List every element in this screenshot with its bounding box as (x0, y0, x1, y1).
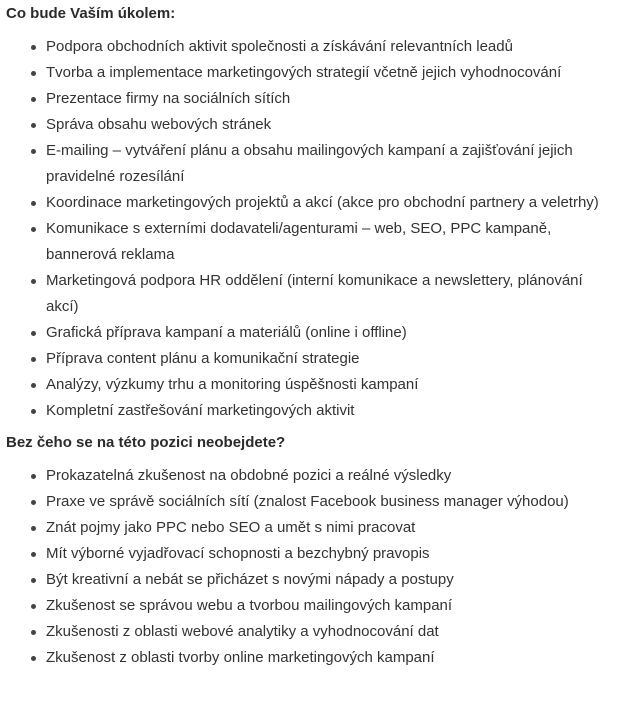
list-item-text: Praxe ve správě sociálních sítí (znalost Facebook business manager výhodou) (46, 493, 569, 510)
list-item-text: Kompletní zastřešování marketingových aktivit (46, 402, 355, 419)
list-item-text: Příprava content plánu a komunikační strategie (46, 350, 360, 367)
list-item-text: Prezentace firmy na sociálních sítích (46, 90, 291, 107)
list-item (46, 60, 615, 86)
tasks-list (6, 34, 615, 424)
list-item (46, 541, 615, 567)
list-item (46, 320, 615, 346)
bullet-icon (31, 97, 36, 102)
bullet-icon (31, 526, 36, 531)
list-item (46, 398, 615, 424)
bullet-icon (31, 357, 36, 362)
list-item (46, 567, 615, 593)
bullet-icon (31, 227, 36, 232)
list-item-text: Marketingová podpora HR oddělení (interní komunikace a newslettery, plánování akcí) (46, 272, 583, 315)
list-item-text: Grafická příprava kampaní a materiálů (online i offline) (46, 324, 407, 341)
list-item (46, 112, 615, 138)
list-item-text: Analýzy, výzkumy trhu a monitoring úspěšnosti kampaní (46, 376, 419, 393)
bullet-icon (31, 123, 36, 128)
list-item-text: Správa obsahu webových stránek (46, 116, 272, 133)
bullet-icon (31, 331, 36, 336)
list-item (46, 593, 615, 619)
list-item-text: Znát pojmy jako PPC nebo SEO a umět s nimi pracovat (46, 519, 416, 536)
bullet-icon (31, 656, 36, 661)
list-item (46, 138, 615, 190)
list-item (46, 372, 615, 398)
bullet-icon (31, 578, 36, 583)
bullet-icon (31, 383, 36, 388)
list-item (46, 619, 615, 645)
list-item (46, 86, 615, 112)
list-item-text: Tvorba a implementace marketingových strategií včetně jejich vyhodnocování (46, 64, 562, 81)
bullet-icon (31, 552, 36, 557)
list-item-text: Být kreativní a nebát se přicházet s novými nápady a postupy (46, 571, 454, 588)
bullet-icon (31, 474, 36, 479)
list-item-text: Podpora obchodních aktivit společnosti a získávání relevantních leadů (46, 38, 513, 55)
bullet-icon (31, 71, 36, 76)
list-item (46, 463, 615, 489)
bullet-icon (31, 149, 36, 154)
bullet-icon (31, 201, 36, 206)
list-item (46, 190, 615, 216)
list-item-text: Mít výborné vyjadřovací schopnosti a bezchybný pravopis (46, 545, 430, 562)
bullet-icon (31, 409, 36, 414)
list-item-text: Zkušenosti z oblasti webové analytiky a vyhodnocování dat (46, 623, 439, 640)
list-item (46, 216, 615, 268)
bullet-icon (31, 630, 36, 635)
list-item-text: Prokazatelná zkušenost na obdobné pozici a reálné výsledky (46, 467, 452, 484)
list-item-text: Zkušenost z oblasti tvorby online marketingových kampaní (46, 649, 435, 666)
section-heading-tasks: Co bude Vaším úkolem: (6, 5, 176, 22)
bullet-icon (31, 604, 36, 609)
list-item-text: Koordinace marketingových projektů a akcí (akce pro obchodní partnery a veletrhy) (46, 194, 599, 211)
bullet-icon (31, 500, 36, 505)
list-item-text: Zkušenost se správou webu a tvorbou mailingových kampaní (46, 597, 453, 614)
section-heading-requirements: Bez čeho se na této pozici neobejdete? (6, 434, 286, 451)
list-item-text: E-mailing – vytváření plánu a obsahu mailingových kampaní a zajišťování jejich pravidelné rozesílání (46, 142, 573, 185)
list-item (46, 515, 615, 541)
list-item (46, 268, 615, 320)
requirements-list (6, 463, 615, 671)
list-item-text: Komunikace s externími dodavateli/agenturami – web, SEO, PPC kampaně, bannerová reklama (46, 220, 552, 263)
list-item (46, 34, 615, 60)
list-item (46, 346, 615, 372)
list-item (46, 645, 615, 671)
bullet-icon (31, 279, 36, 284)
list-item (46, 489, 615, 515)
bullet-icon (31, 45, 36, 50)
